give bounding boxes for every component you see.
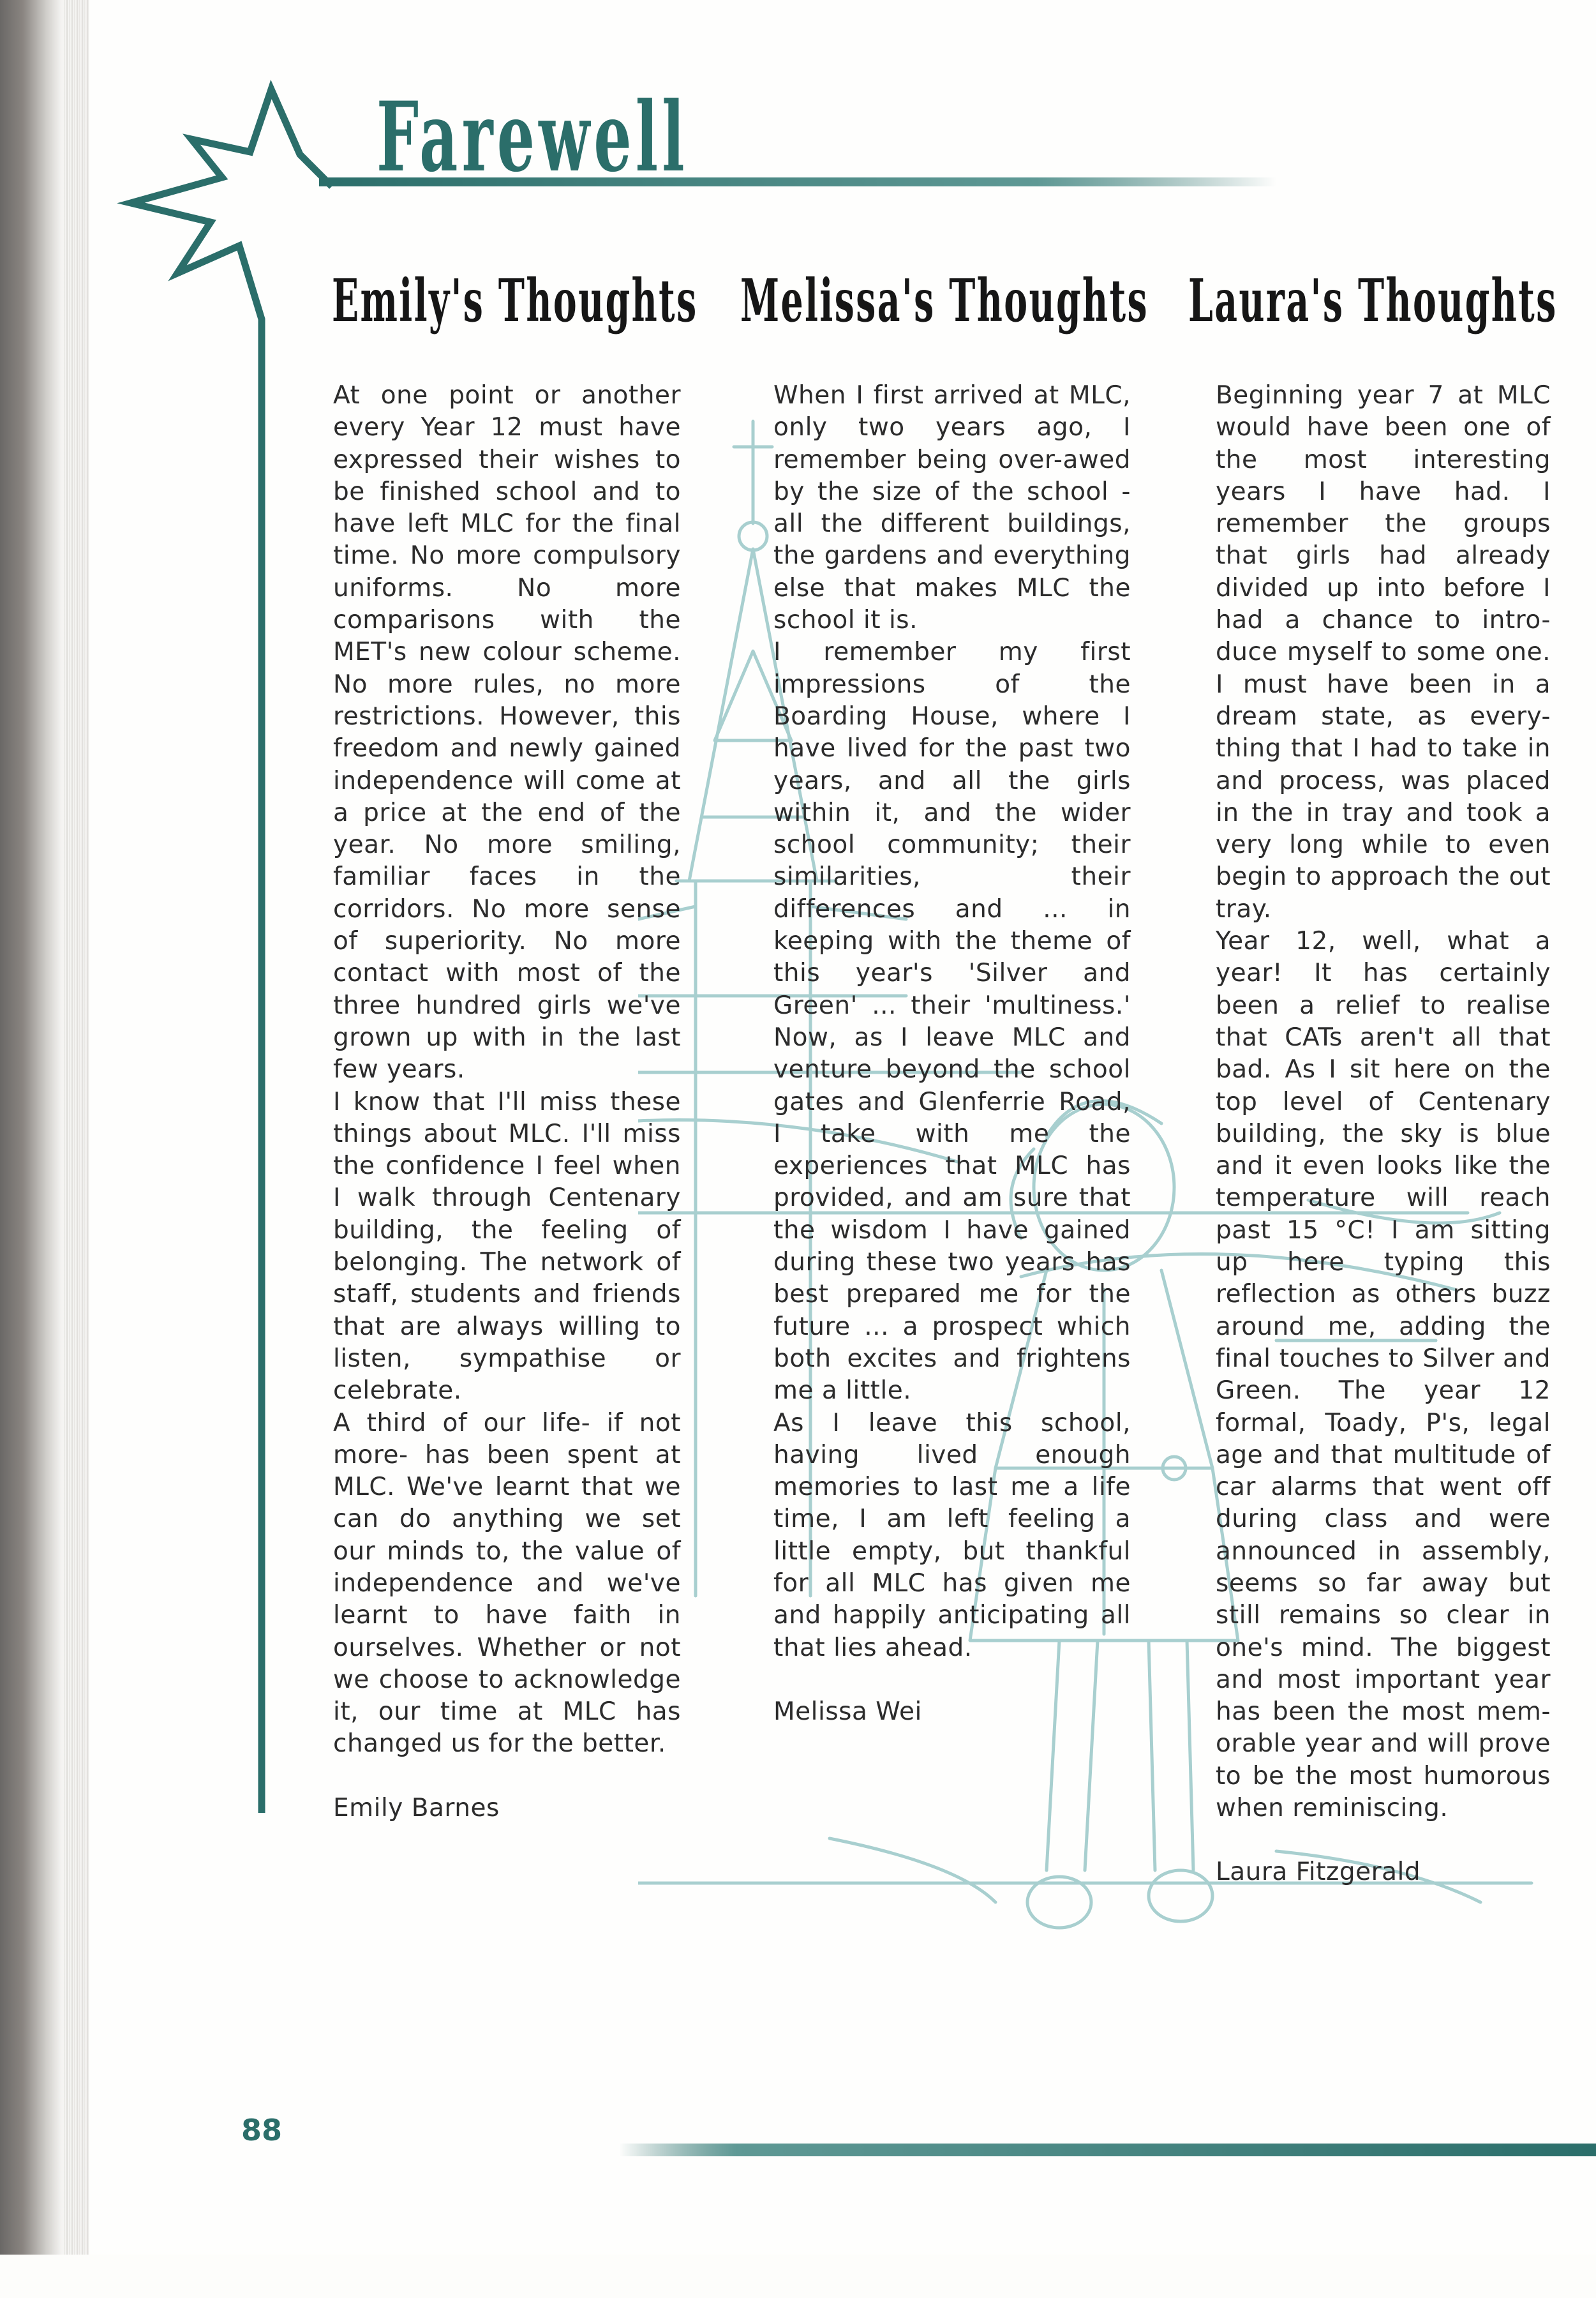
paragraph: I know that I'll miss these things about MLC. I'll miss the confidence I feel when I walk through Centenary building, the feeling of belonging. The network of staff, students and friends that are always willing to listen, sympathise or celebrate.: [333, 1087, 681, 1406]
paragraph: I remember my first impressions of the Boarding House, where I have lived for the past two years, and all the girls within it, and the wider school community; their similarities, their differences and ... in keeping with the theme of this year's 'Silver and Green' ... their 'multiness.' Now, as I leave MLC and venture beyond the school gates and Glenferrie Road, I take with me the experiences that MLC has provided, and am sure that the wisdom I have gained during these two years has best prepared me for the future ... a prospect which both excites and frightens me a little.: [773, 638, 1131, 1406]
paragraph: Beginning year 7 at MLC would have been one of the most interesting years I have had. I remember the groups that girls had already divided up into before I had a chance to intro-duce myself to some one. I must have been in a dream state, as every-thing that I had to take in and process, was placed in the in tray and took a very long while to even begin to approach the out tray.: [1216, 381, 1551, 924]
page-number: 88: [241, 2113, 283, 2147]
column-melissa: [773, 380, 1131, 1728]
column-heading-laura: Laura's Thoughts: [1188, 266, 1558, 335]
signature: Laura Fitzgerald: [1216, 1858, 1421, 1887]
column-laura: [1216, 380, 1551, 1889]
paragraph: A third of our life- if not more- has been spent at MLC. We've learnt that we can do anything we set our minds to, the value of independence and we've learnt to have faith in ourselves. Whether or not we choose to acknowledge it, our time at MLC has changed us for the better.: [333, 1408, 681, 1759]
column-emily: [333, 380, 681, 1824]
column-heading-melissa: Melissa's Thoughts: [740, 266, 1149, 335]
signature: Emily Barnes: [333, 1793, 500, 1822]
page-title: Farewell: [377, 81, 689, 193]
column-heading-emily: Emily's Thoughts: [332, 266, 698, 335]
paragraph: At one point or another every Year 12 must have expressed their wishes to be finished school and to have left MLC for the final time. No more compulsory uniforms. No more comparisons with the MET's new colour scheme. No more rules, no more restrictions. However, this freedom and newly gained independence will come at a price at the end of the year. No more smiling, familiar faces in the corridors. No more sense of superiority. No more contact with most of the three hundred girls we've grown up with in the last few years.: [333, 381, 681, 1085]
paragraph: As I leave this school, having lived enough memories to last me a life time, I am left feeling a little empty, but thankful for all MLC has given me and happily anticipating all that lies ahead.: [773, 1408, 1131, 1662]
paragraph: Year 12, well, what a year! It has certainly been a relief to realise that CATs aren't all that bad. As I sit here on the top level of Centenary building, the sky is blue and it even looks like the temperature will reach past 15 °C! I am sitting up here typing this reflection as others buzz around me, adding the final touches to Silver and Green. The year 12 formal, Toady, P's, legal age and that multitude of car alarms that went off during class and were announced in assembly, seems so far away but still remains so clear in one's mind. The biggest and most important year has been the most mem-orable year and will prove to be the most humorous when reminiscing.: [1216, 927, 1551, 1823]
star-outline: [131, 89, 332, 1813]
signature: Melissa Wei: [773, 1697, 922, 1726]
paragraph: When I first arrived at MLC, only two years ago, I remember being over-awed by the size of the school - all the different buildings, the gardens and everything else that makes MLC the school it is.: [773, 381, 1131, 635]
